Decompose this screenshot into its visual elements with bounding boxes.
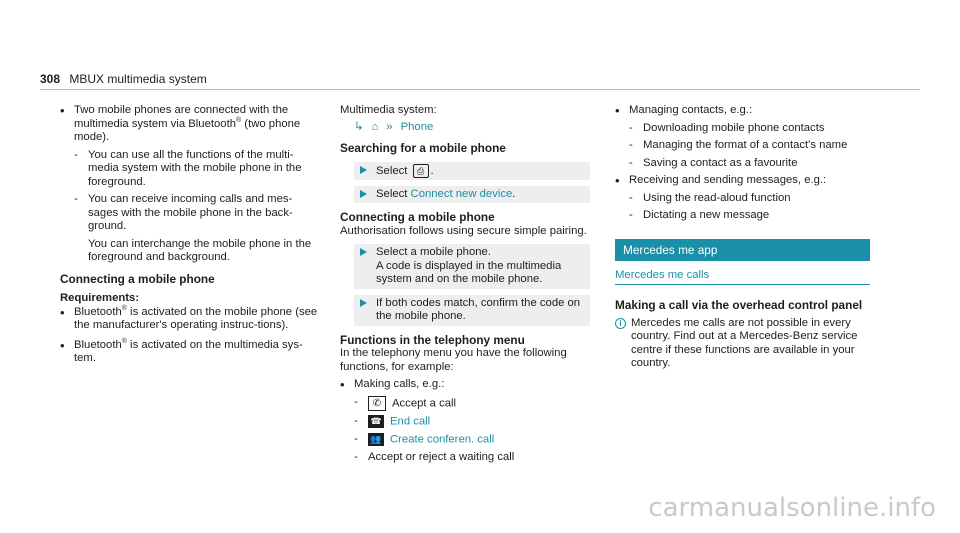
list-item: - Managing the format of a contact's name [629,139,870,153]
section-heading: Functions in the telephony menu [340,332,525,347]
note [615,317,870,371]
section-heading: Connecting a mobile phone [340,210,495,225]
list-item: - You can receive incoming calls and mes-sages with the mobile phone in the back-ground. [74,193,322,234]
requirements-heading: Requirements: [60,292,140,304]
list-item: - Dictating a new message [629,209,870,223]
list-item [60,306,322,333]
list-item [354,433,590,447]
step-triangle-icon [360,248,367,256]
accept-call-icon: ✆ [368,396,386,411]
page-header-title: MBUX multimedia system [69,72,207,86]
list-item: - Saving a contact as a favourite [629,157,870,171]
paragraph: You can interchange the mobile phone in the foreground and background. [88,237,312,263]
text: Accept a call [392,397,457,410]
path-arrow-icon: ↳ [354,120,364,133]
end-call-link[interactable]: End call [390,415,431,428]
page-number: 308 [40,72,61,86]
text: is activated on the multimedia sys-tem. [74,338,303,364]
list-item [354,396,590,411]
info-icon: i [615,318,626,329]
list-item: • Receiving and sending messages, e.g.: [615,174,870,188]
registered-mark: ® [236,116,242,124]
text: is activated on the mobile phone (see the manufacturer's operating instruc-tions). [74,305,318,331]
list-item: • Making calls, e.g.: [340,378,590,392]
section-heading: Searching for a mobile phone [340,141,506,155]
registered-mark: ® [121,337,127,345]
text: Bluetooth [74,305,122,318]
path-phone-link[interactable]: Phone [400,120,434,133]
section-banner: Mercedes me app [615,239,870,261]
list-item: - Accept or reject a waiting call [354,451,590,465]
list-item: - You can use all the functions of the multi-media system with the mobile phone in the foreground. [74,149,322,190]
step [354,244,590,289]
text: . [430,164,434,177]
step [354,186,590,204]
intro-text: Multimedia system: [340,104,437,116]
text: mode). [74,131,110,143]
step [354,162,590,180]
section-heading: Connecting a mobile phone [60,271,215,286]
list-item [60,104,322,145]
column-right [615,104,870,371]
column-left [60,104,322,366]
registered-mark: ® [121,304,127,312]
connect-new-device-link[interactable]: Connect new device [410,187,513,200]
text: A code is displayed in the multimedia system and on the mobile phone. [376,259,562,286]
list-item: - Downloading mobile phone contacts [629,122,870,136]
step [354,295,590,326]
phone-search-icon: ⎙ [413,164,429,178]
list-item: - Using the read-aloud function [629,192,870,206]
paragraph: Authorisation follows using secure simple pairing. [340,224,587,237]
text: Two mobile phones are connected with the [74,104,289,116]
list-item [60,339,322,366]
text: (two phone [241,117,301,130]
menu-path [354,121,590,135]
step-triangle-icon [360,299,367,307]
text: multimedia system via Bluetooth [74,117,236,130]
header-divider [40,89,920,90]
text: If both codes match, confirm the code on the mobile phone. [376,296,581,323]
section-heading: Making a call via the overhead control panel [615,298,863,312]
list-item: • Managing contacts, e.g.: [615,104,870,118]
end-call-icon: ☎ [368,415,384,428]
list-item [354,415,590,429]
text: . [512,187,516,200]
text: Bluetooth [74,338,122,351]
text: Select a mobile phone. [376,246,491,259]
text: Select [376,164,411,177]
home-icon: ⌂ [371,120,379,133]
paragraph: In the telephony menu you have the following functions, for example: [340,347,567,373]
conference-call-icon: 👥 [368,433,384,446]
step-triangle-icon [360,166,367,174]
page-header [40,72,207,86]
column-middle [340,104,590,464]
watermark: carmanualsonline.info [648,493,936,523]
text: Select [376,187,411,200]
note-text: Mercedes me calls are not possible in every country. Find out at a Mercedes-Benz service centre if these functions are available in your country. [631,316,858,369]
conference-call-link[interactable]: Create conferen. call [390,433,495,446]
path-separator-icon: » [386,120,393,133]
step-triangle-icon [360,190,367,198]
subsection-banner: Mercedes me calls [615,265,870,286]
